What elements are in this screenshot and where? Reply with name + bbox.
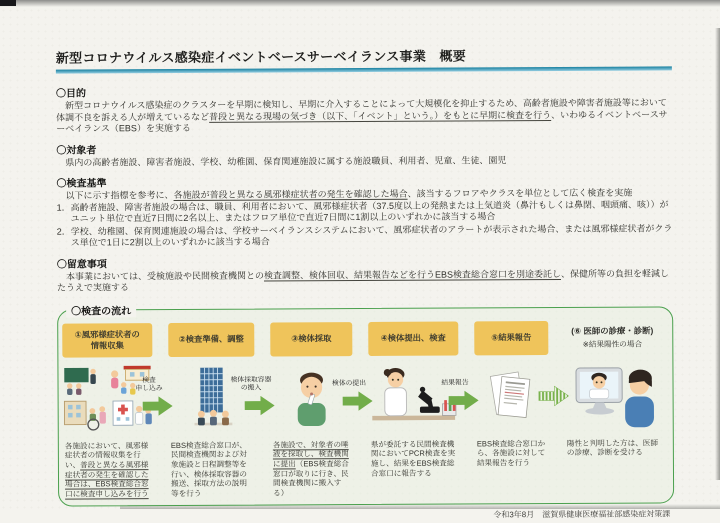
lab-test-icon [368, 359, 458, 433]
flow-step-3-desc [271, 438, 353, 498]
arrow-right-icon [448, 389, 478, 413]
scan-edge-top [0, 0, 720, 7]
document-title: 新型コロナウイルス感染症イベントベースサーベイランス事業 概要 [56, 44, 672, 66]
facilities-illustration [62, 360, 152, 436]
notes-heading: 〇留意事項 [57, 252, 673, 270]
flow-arrow-3-label: 検体の提出 [318, 380, 380, 388]
scan-edge-right [715, 28, 720, 480]
flow-step-3-label: ③検体採取 [270, 322, 352, 356]
scan-artifact-corner [0, 0, 16, 6]
arrow-right-icon [142, 394, 172, 418]
target-body: 県内の高齢者施設、障害者施設、学校、幼稚園、保育関連施設に属する施設職員、利用者、児童、生徒、園児 [56, 154, 672, 169]
arrow-right-icon [342, 389, 372, 413]
flow-grid [62, 320, 669, 499]
flow-arrow-1-label: 検査 申し込み [118, 377, 180, 393]
flow-step-4-label: ④検体提出、検査 [368, 321, 458, 355]
criteria-intro-text: 以下に示す指標を参考に、 [57, 190, 174, 201]
flow-step-5-desc [475, 437, 549, 497]
flow-step-6-note: ※結果陽性の場合 [583, 339, 643, 350]
flow-step-6-desc [565, 436, 661, 496]
document-content [56, 44, 674, 523]
flow-step-1-desc [63, 439, 153, 499]
criteria-item-2: 2．学校、幼稚園、保育関連施設の場合は、学校サーベイランスシステムにおいて、風邪症状者のアラートが表示された場合、または風邪様症状者がクラス単位で1日に2割以上のいずれかに該当する場合 [57, 223, 673, 249]
step-1-text: 各施設において、風邪様症状者の情報収集を行い、 [65, 441, 148, 470]
flow-arrow-4-label: 結果報告 [424, 380, 486, 388]
section-notes [57, 252, 673, 294]
flow-arrow-3 [352, 359, 368, 435]
flow-step-2-desc [169, 438, 255, 498]
flow-heading: 〇検査の流れ [66, 302, 136, 317]
flow-step-5-label: ⑤結果報告 [474, 321, 548, 355]
facilities-icon [62, 361, 152, 435]
flow-step-6-title: (⑥ 医師の診療・診断) [571, 325, 653, 337]
criteria-intro-tail: 、該当するフロアやクラスを単位として広く検査を実施 [408, 188, 633, 199]
step-1-text-underlined: 普段と異なる風邪様症状者の発生を確認した場合は、EBS検査総合窓口に検査申し込みを行う [65, 460, 149, 498]
saliva-sampling-illustration [270, 359, 352, 435]
flow-arrow-4 [458, 358, 474, 434]
flow-arrow-5-striped [548, 358, 564, 434]
section-purpose [56, 81, 672, 135]
title-underline-bar [56, 66, 672, 73]
purpose-heading: 〇目的 [56, 81, 672, 99]
flow-step-1-label: ①風邪様症状者の 情報収集 [62, 323, 152, 357]
criteria-item-1: 1．高齢者施設、障害者施設の場合は、職員、利用者において、風邪様症状者（37.5度以上の発熱または上気道炎（鼻汁もしくは鼻閉、咽頭痛、咳））がユニット単位で直近7日間に2名以上、またはフロア単位で直近7日間に1割以上のいずれかに該当する場合 [57, 199, 673, 225]
step-3-text-underlined: 各施設で、対象者の唾液を採取し、検査機関に提出 [273, 440, 349, 469]
purpose-text-tail: 、いわゆるイベントベースサーベイランス（EBS）を実施する [56, 109, 667, 134]
saliva-sample-person-icon [270, 360, 352, 434]
notes-text-tail: 、保健所等の負担を軽減したうえで実施する [57, 268, 669, 293]
purpose-text: 新型コロナウイルス感染症のクラスターを早期に検知し、早期に介入することによって大規模化を抑止するため、高齢者施設や障害者施設等において体調不良を訴える人が増えているなど [56, 97, 667, 122]
flow-section [57, 306, 674, 507]
step-4-text: 県が委託する民間検査機関においてPCR検査を実施し、結果をEBS検査総合窓口に報告する [371, 439, 455, 477]
striped-arrow-right-icon [538, 384, 568, 408]
flow-step-2-label: ②検査準備、調整 [168, 322, 254, 356]
step-5-text: EBS検査総合窓口から、各施設に対して結果報告を行う [477, 439, 545, 468]
purpose-body [56, 97, 672, 135]
flow-step-4-desc [369, 437, 459, 497]
step-3-text-tail: （EBS検査総合窓口が取りに行き、民間検査機関に搬入する） [273, 459, 349, 497]
criteria-intro-underlined: 各施設が普段と異なる風邪様症状者の発生を確認した場合 [174, 189, 408, 200]
lab-testing-illustration [368, 358, 458, 434]
flow-arrow-2 [254, 359, 270, 435]
criteria-heading: 〇検査基準 [56, 172, 672, 190]
purpose-text-underlined: 普段と異なる現場の気づき（以下、「イベント」という。）をもとに早期に検査を行う [209, 110, 551, 122]
step-2-text: EBS検査総合窓口が、民間検査機関および対象施設と日程調整等を行い、検体採取容器の搬送、採取方法の説明等を行う [171, 440, 247, 497]
notes-body [57, 268, 673, 294]
notes-text-underlined: 検査調整、検体回収、結果報告などを行うEBS検査総合窓口を別途委託し [264, 269, 561, 281]
section-criteria [56, 172, 672, 249]
arrow-right-icon [244, 394, 274, 418]
section-target [56, 138, 672, 169]
telemedicine-illustration [564, 357, 660, 434]
telemedicine-icon [564, 358, 660, 433]
flow-arrow-2-label: 検体採取容器 の搬入 [220, 377, 282, 393]
flow-arrow-1 [152, 360, 168, 436]
office-building-icon [168, 360, 254, 434]
flow-step-6-label [564, 320, 660, 355]
notes-text: 本事業においては、受検施設や民間検査機関との [57, 270, 264, 281]
step-6-text: 陽性と判明した方は、医師の診療、診断を受ける [567, 438, 658, 457]
target-heading: 〇対象者 [56, 138, 672, 156]
ebs-office-illustration [168, 359, 254, 435]
document-footer: 令和3年8月 滋賀県健康医療福祉部感染症対策課 [58, 509, 674, 523]
